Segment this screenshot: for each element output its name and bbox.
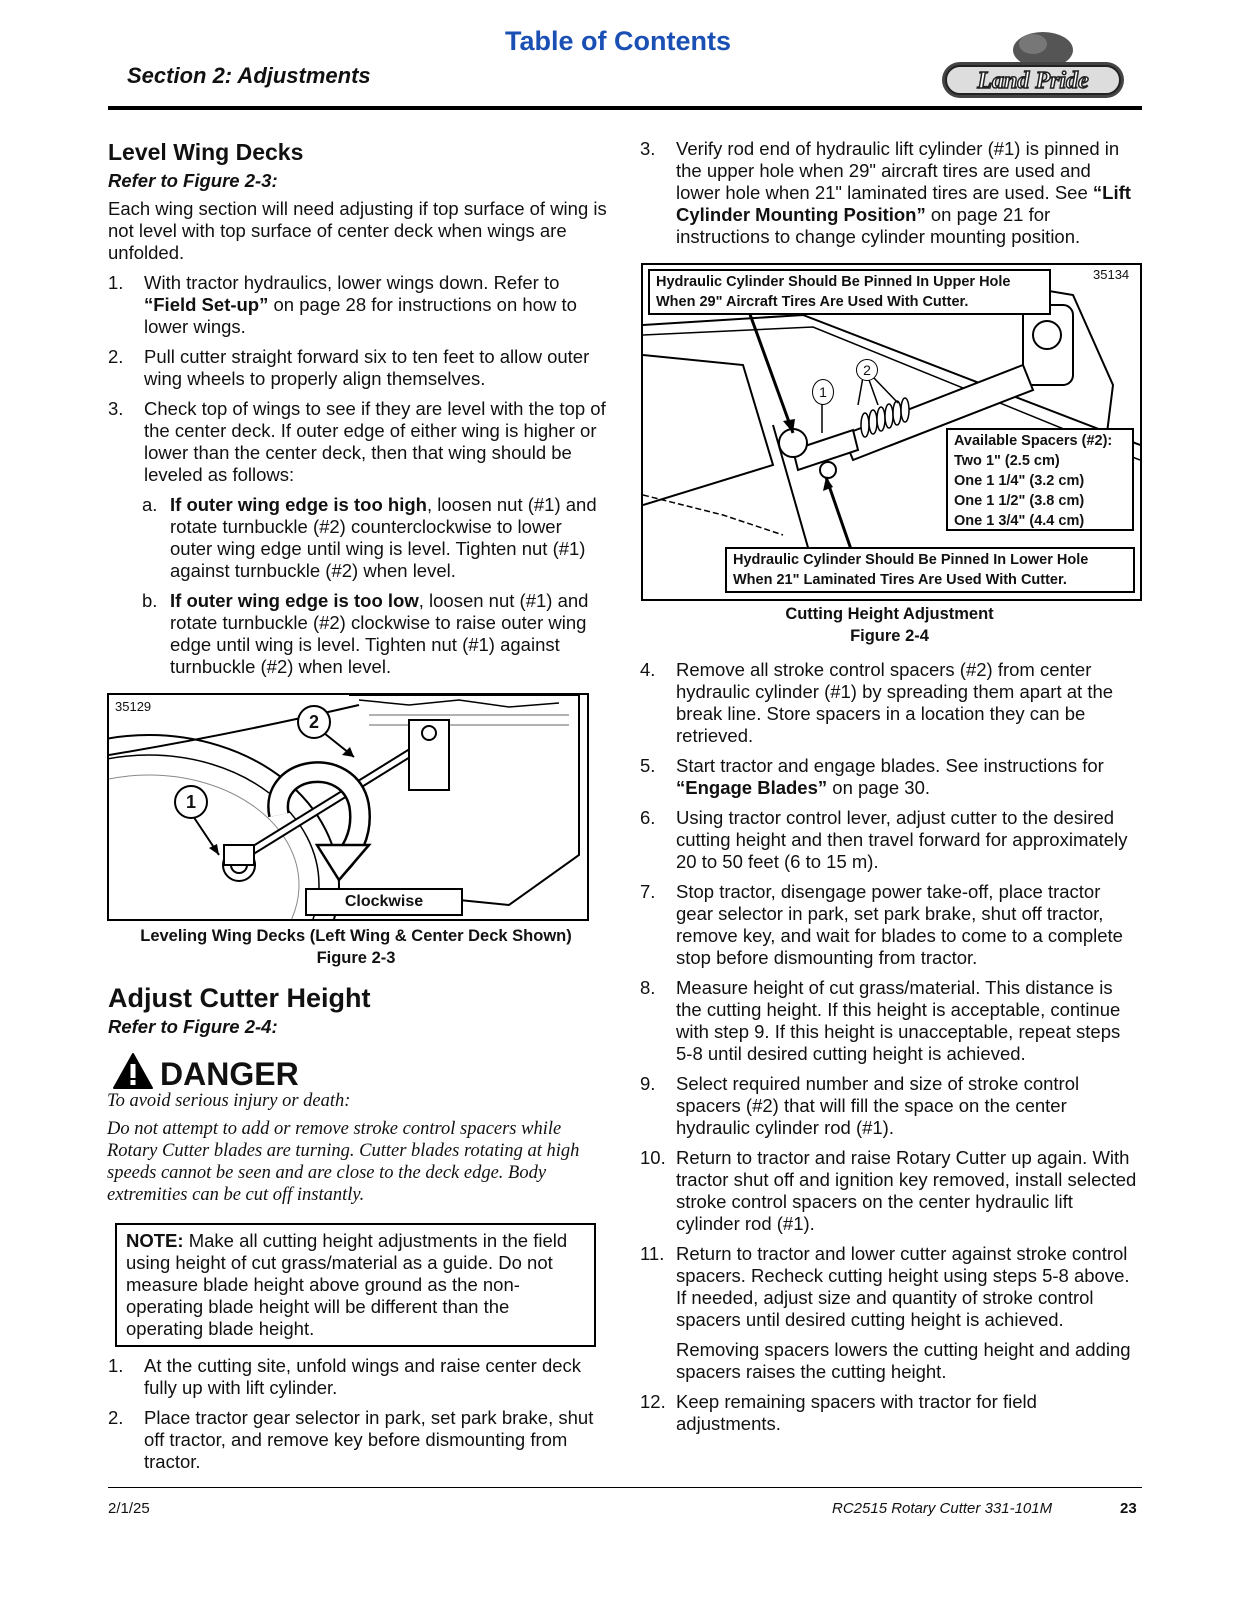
svg-text:Land Pride: Land Pride <box>977 68 1089 94</box>
refer-figure-2-4: Refer to Figure 2-4: <box>108 1016 278 1037</box>
danger-banner <box>112 1052 512 1092</box>
step-number: 12. <box>640 1391 666 1412</box>
cutter-step-11 <box>640 1243 1140 1331</box>
figure-2-4-caption <box>641 603 1138 647</box>
spacer-item: One 1 1/2" (3.8 cm) <box>954 493 1085 509</box>
step-text: Removing spacers lowers the cutting height and adding spacers raises the cutting height. <box>676 1339 1131 1382</box>
step-text: Stop tractor, disengage power take-off, place tractor gear selector in park, set park brake, shut off tractor, remove key, and wait for blades to come to a complete stop before dismounting from tractor. <box>676 881 1123 968</box>
header-rule <box>108 106 1142 110</box>
refer-figure-2-3: Refer to Figure 2-3: <box>108 170 278 191</box>
danger-text: Do not attempt to add or remove stroke control spacers while Rotary Cutter blades are turning. Cutter blades rotating at high speeds cannot be seen and are close to the deck edge. Body extremities can be cut off instantly. <box>107 1119 580 1205</box>
step-number: 3. <box>640 138 656 159</box>
engage-blades-reference[interactable]: “Engage Blades” <box>676 777 828 798</box>
figure-number: 35129 <box>115 699 152 714</box>
step-number: 2. <box>108 1407 124 1428</box>
height-steps <box>108 1355 608 1481</box>
cutter-step-4 <box>640 659 1140 747</box>
step-text: Return to tractor and lower cutter against stroke control spacers. Recheck cutting height using steps 5-8 above. If needed, adjust size and quantity of stroke control spacers until desired cutting height is achieved. <box>676 1243 1130 1330</box>
step-text: Remove all stroke control spacers (#2) from center hydraulic cylinder (#1) by spreading them apart at the break line. Store spacers in a location they can be retrieved. <box>676 659 1114 746</box>
footer-document: RC2515 Rotary Cutter 331-101M <box>832 1500 1053 1517</box>
callout-2: 2 <box>297 705 331 739</box>
level-step-1 <box>108 272 608 338</box>
substep-bold: If outer wing edge is too high <box>170 494 427 515</box>
cutter-step-10 <box>640 1147 1140 1235</box>
step-text: With tractor hydraulics, lower wings down. Refer to <box>144 272 560 293</box>
step-number: 7. <box>640 881 656 902</box>
step-text: on page 21 for instructions to change cylinder mounting position. <box>676 204 1081 247</box>
page-number: 23 <box>1120 1500 1137 1517</box>
adjust-section <box>108 982 608 1038</box>
danger-lead: To avoid serious injury or death: <box>107 1091 351 1111</box>
step-text: At the cutting site, unfold wings and raise center deck fully up with lift cylinder. <box>144 1355 582 1398</box>
cutter-step-12 <box>640 1391 1140 1435</box>
cutter-step-7 <box>640 881 1140 969</box>
label-2: 2 <box>856 359 878 381</box>
field-setup-reference[interactable]: “Field Set-up” <box>144 294 269 315</box>
spacer-item: Two 1" (2.5 cm) <box>954 453 1060 469</box>
step-number: 9. <box>640 1073 656 1094</box>
footer-date: 2/1/25 <box>108 1500 150 1517</box>
step-text: Return to tractor and raise Rotary Cutter up again. With tractor shut off and ignition key removed, install selected stroke control spacers on the center hydraulic lift cylinder rod (#1). <box>676 1147 1137 1234</box>
label-1: 1 <box>812 379 834 405</box>
level-substep-b <box>108 590 608 678</box>
available-spacers-box <box>946 428 1134 531</box>
step-text: Measure height of cut grass/material. This distance is the cutting height. If this height is acceptable, continue with step 9. If this height is unacceptable, repeat steps 5-8 until desired cutting height is achieved. <box>676 977 1121 1064</box>
right-step-3-block <box>640 138 1140 256</box>
left-column <box>108 138 608 686</box>
step-text: Select required number and size of stroke control spacers (#2) that will fill the space on the center hydraulic cylinder rod (#1). <box>676 1073 1080 1138</box>
caption-number: Figure 2-3 <box>316 949 396 967</box>
adjust-cutter-height-heading: Adjust Cutter Height <box>108 983 371 1013</box>
substep-bold: If outer wing edge is too low <box>170 590 419 611</box>
cutter-height-steps <box>640 659 1140 1443</box>
figure-2-3-caption <box>107 925 605 969</box>
step-text: Using tractor control lever, adjust cutter to the desired cutting height and then travel forward for approximately 20 to 50 feet (6 to 15 m). <box>676 807 1128 872</box>
section-title: Section 2: Adjustments <box>127 63 371 88</box>
substep-text: , loosen nut (#1) and rotate turnbuckle (#2) counterclockwise to lower outer wing edge until wing is level. Tighten nut (#1) against turnbuckle (#2) when level. <box>170 494 597 581</box>
caption-title: Leveling Wing Decks (Left Wing & Center Deck Shown) <box>140 927 572 945</box>
height-step-1 <box>108 1355 608 1399</box>
cutter-step-5 <box>640 755 1140 799</box>
caption-number: Figure 2-4 <box>850 627 929 645</box>
substep-text: , loosen nut (#1) and rotate turnbuckle (#2) clockwise to raise outer wing edge until wing is level. Tighten nut (#1) against turnbuckle (#2) when level. <box>170 590 589 677</box>
spacer-item: One 1 1/4" (3.2 cm) <box>954 473 1085 489</box>
level-substep-a <box>108 494 608 582</box>
step-number: 2. <box>108 346 124 367</box>
callout-1: 1 <box>174 785 208 819</box>
figure-2-4 <box>641 263 1142 601</box>
note-text: Make all cutting height adjustments in the field using height of cut grass/material as a guide. Do not measure blade height above ground as the non-operating blade height will be different than the operating blade height. <box>126 1230 568 1339</box>
caption-title: Cutting Height Adjustment <box>785 605 994 623</box>
step-number: 10. <box>640 1147 666 1168</box>
cutter-step-8 <box>640 977 1140 1065</box>
footer-rule <box>108 1487 1142 1488</box>
cutter-step-9 <box>640 1073 1140 1139</box>
height-step-2 <box>108 1407 608 1473</box>
lift-cylinder-reference[interactable]: “Lift Cylinder Mounting Position” <box>676 182 1131 225</box>
step-text: Start tractor and engage blades. See instructions for <box>676 755 1104 776</box>
step-number: 11. <box>640 1243 665 1264</box>
spacers-title: Available Spacers (#2): <box>954 433 1113 449</box>
step-text: Place tractor gear selector in park, set park brake, shut off tractor, and remove key before dismounting from tractor. <box>144 1407 594 1472</box>
substep-letter: b. <box>142 590 158 611</box>
warning-triangle-icon <box>112 1052 154 1090</box>
land-pride-logo <box>938 28 1128 106</box>
cutter-step-11-note <box>640 1339 1140 1383</box>
figure-2-3 <box>107 693 589 921</box>
danger-word: DANGER <box>160 1056 299 1092</box>
step-number: 5. <box>640 755 656 776</box>
step-text: Keep remaining spacers with tractor for field adjustments. <box>676 1391 1037 1434</box>
level-step-2 <box>108 346 608 390</box>
level-step-3 <box>108 398 608 486</box>
step-text: Pull cutter straight forward six to ten feet to allow outer wing wheels to properly align themselves. <box>144 346 590 389</box>
step-text: on page 30. <box>827 777 931 798</box>
step-number: 8. <box>640 977 656 998</box>
spacer-item: One 1 3/4" (4.4 cm) <box>954 513 1085 529</box>
clockwise-label: Clockwise <box>305 888 463 916</box>
level-intro: Each wing section will need adjusting if top surface of wing is not level with top surface of center deck when wings are unfolded. <box>108 198 607 263</box>
lower-hole-callout: Hydraulic Cylinder Should Be Pinned In Lower Hole When 21" Laminated Tires Are Used With Cutter. <box>725 547 1135 593</box>
cutter-step-6 <box>640 807 1140 873</box>
substep-letter: a. <box>142 494 158 515</box>
step-number: 4. <box>640 659 656 680</box>
level-wing-decks-heading: Level Wing Decks <box>108 139 304 165</box>
cutter-step-3 <box>640 138 1140 248</box>
step-text: Check top of wings to see if they are level with the top of the center deck. If outer edge of either wing is higher or lower than the center deck, then that wing should be leveled as follows: <box>144 398 606 485</box>
step-number: 1. <box>108 1355 124 1376</box>
note-box <box>115 1223 596 1347</box>
step-number: 3. <box>108 398 124 419</box>
note-label: NOTE: <box>126 1230 184 1251</box>
figure-number: 35134 <box>1093 267 1130 282</box>
step-number: 1. <box>108 272 124 293</box>
table-of-contents-link[interactable]: Table of Contents <box>505 26 731 56</box>
step-number: 6. <box>640 807 656 828</box>
step-text: on page 28 for instructions on how to lower wings. <box>144 294 577 337</box>
upper-hole-callout: Hydraulic Cylinder Should Be Pinned In Upper Hole When 29" Aircraft Tires Are Used With Cutter. <box>648 269 1051 315</box>
step-text: Verify rod end of hydraulic lift cylinder (#1) is pinned in the upper hole when 29" aircraft tires are used and lower hole when 21" laminated tires are used. See <box>676 138 1120 203</box>
